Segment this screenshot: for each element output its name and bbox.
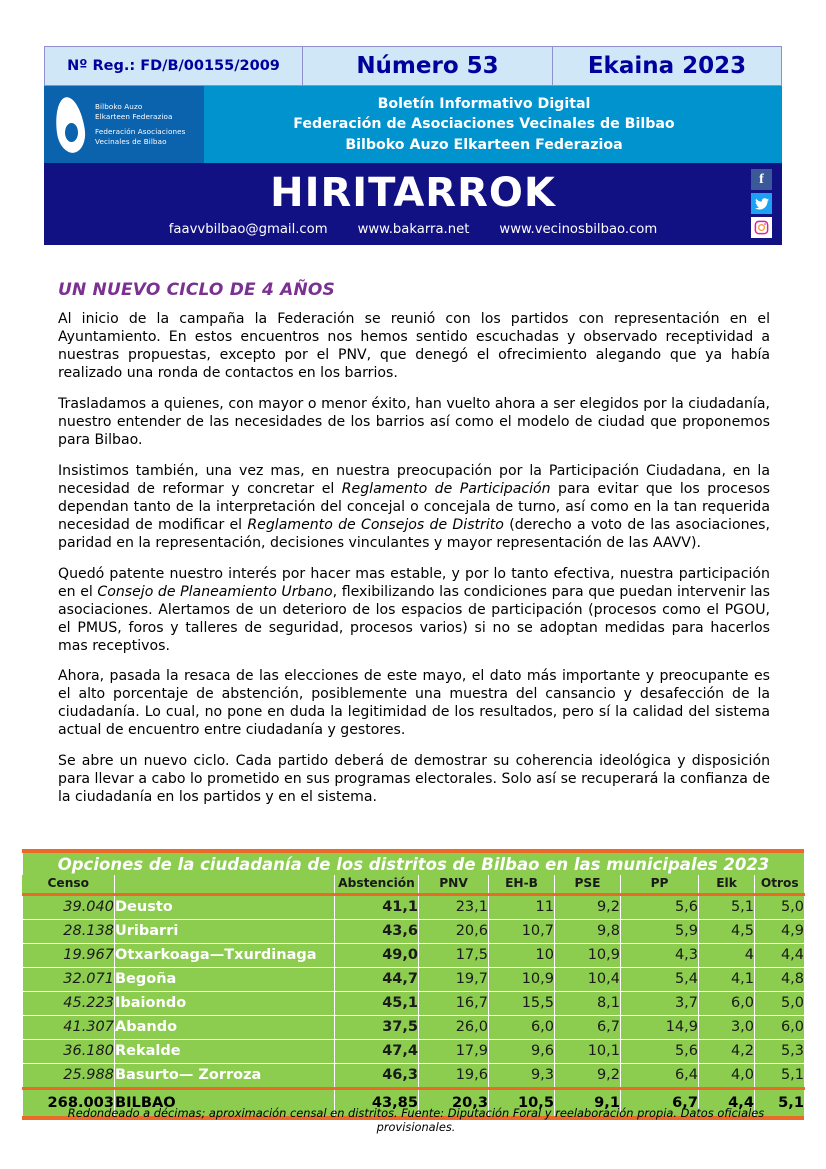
issue-date: Ekaina 2023 [587, 53, 747, 79]
cell-pnv: 16,7 [419, 992, 489, 1016]
article-paragraph: Al inicio de la campaña la Federación se reunió con los partidos con representación en el Ayuntamiento. En estos encuentros nos hemos sentido escuchadas y observado receptividad a nuestras propuestas, excepto por el PNV, que denegó el ofrecimiento alegando que ya había realizado una ronda de contactos en los barrios. [58, 311, 770, 381]
cell-pse: 8,1 [555, 992, 621, 1016]
cell-pp: 6,4 [621, 1064, 699, 1089]
publication-subtitle [204, 86, 782, 163]
register-number: Nº Reg.: FD/B/00155/2009 [45, 47, 303, 85]
cell-ehb: 10 [489, 944, 555, 968]
cell-pnv: 26,0 [419, 1016, 489, 1040]
email-link[interactable]: faavvbilbao@gmail.com [168, 222, 328, 237]
cell-distrito: Abando [115, 1016, 335, 1040]
cell-pse: 6,7 [555, 1016, 621, 1040]
italic-term: Reglamento de Participación [341, 480, 551, 497]
cell-pp: 5,9 [621, 920, 699, 944]
logo-line-3: Federación Asociaciones [95, 127, 186, 136]
website-link-bakarra[interactable]: www.bakarra.net [357, 222, 470, 237]
cell-ehb: 9,3 [489, 1064, 555, 1089]
cell-pse: 9,2 [555, 895, 621, 920]
cell-otros: 5,1 [755, 1064, 805, 1089]
cell-pp: 5,4 [621, 968, 699, 992]
col-header-pnv: PNV [419, 875, 489, 895]
cell-censo: 28.138 [23, 920, 115, 944]
issue-number: Número 53 [303, 47, 553, 85]
cell-pp: 5,6 [621, 895, 699, 920]
table-title-row [23, 853, 805, 875]
cell-elk: 5,1 [699, 895, 755, 920]
results-table [22, 853, 805, 1116]
cell-pnv: 17,9 [419, 1040, 489, 1064]
cell-distrito: Ibaiondo [115, 992, 335, 1016]
article-paragraph: Quedó patente nuestro interés por hacer mas estable, y por lo tanto efectiva, nuestra participación en el Consejo de Planeamiento Urbano, flexibilizando las condiciones para que puedan intervenir las asociaciones. Alertamos de un deterioro de los espacios de participación (procesos como el PGOU, el PMUS, foros y talleres de seguridad, procesos varios) si no se adoptan medidas para hacerlos mas receptivos. [58, 565, 770, 654]
table-source-note: Redondeado a décimas; aproximación censal en distritos. Fuente: Diputación Foral y reelaboración propia. Datos oficiales provisionales. [67, 1106, 765, 1134]
cell-otros: 5,0 [755, 992, 805, 1016]
cell-pp: 3,7 [621, 992, 699, 1016]
cell-pse: 10,4 [555, 968, 621, 992]
table-row [23, 992, 805, 1016]
table-row [23, 920, 805, 944]
article [58, 280, 770, 820]
col-header-abstencion: Abstención [335, 875, 419, 895]
article-paragraph: Insistimos también, una vez mas, en nuestra preocupación por la Participación Ciudadana, en la necesidad de reformar y concretar el Reglamento de Participación para evitar que los procesos dependan tanto de la interpretación del concejal o concejala de turno, así como en la tan requerida necesidad de modificar el Reglamento de Consejos de Distrito (derecho a voto de las asociaciones, paridad en la representación, decisiones vinculantes y mayor representación de las AAVV). [58, 462, 770, 551]
col-header-elk: Elk [699, 875, 755, 895]
drop-logo-icon [54, 97, 88, 153]
cell-abstencion-total: 43,85 [335, 1089, 419, 1117]
cell-pp-total: 6,7 [621, 1089, 699, 1117]
table-row [23, 1040, 805, 1064]
page-title: HIRITARROK [270, 170, 556, 216]
cell-censo-total: 268.003 [23, 1089, 115, 1117]
cell-pnv: 19,7 [419, 968, 489, 992]
table-row [23, 944, 805, 968]
cell-ehb: 6,0 [489, 1016, 555, 1040]
cell-pse: 9,8 [555, 920, 621, 944]
table-header-row [23, 875, 805, 895]
cell-censo: 39.040 [23, 895, 115, 920]
cell-pnv-total: 20,3 [419, 1089, 489, 1117]
cell-ehb: 10,7 [489, 920, 555, 944]
col-header-pse: PSE [555, 875, 621, 895]
cell-elk: 4,1 [699, 968, 755, 992]
cell-censo: 41.307 [23, 1016, 115, 1040]
cell-censo: 36.180 [23, 1040, 115, 1064]
cell-pnv: 20,6 [419, 920, 489, 944]
article-heading: UN NUEVO CICLO DE 4 AÑOS [58, 280, 335, 300]
cell-otros: 4,8 [755, 968, 805, 992]
article-paragraph: Se abre un nuevo ciclo. Cada partido deberá de demostrar su coherencia ideológica y disposición para llevar a cabo lo prometido en sus programas electorales. Solo así se recuperará la confianza de la ciudadanía en los partidos y en el sistema. [58, 753, 770, 806]
contact-links [169, 222, 657, 237]
cell-abstencion: 49,0 [335, 944, 419, 968]
brand-line-3: Bilboko Auzo Elkarteen Federazioa [345, 136, 623, 153]
brand-line-2: Federación de Asociaciones Vecinales de Bilbao [293, 116, 675, 133]
cell-pnv: 17,5 [419, 944, 489, 968]
cell-ehb: 10,9 [489, 968, 555, 992]
cell-abstencion: 37,5 [335, 1016, 419, 1040]
col-header-ehb: EH-B [489, 875, 555, 895]
table-row [23, 1016, 805, 1040]
title-bar [44, 163, 782, 245]
cell-censo: 32.071 [23, 968, 115, 992]
social-links [751, 169, 772, 238]
cell-abstencion: 45,1 [335, 992, 419, 1016]
masthead [44, 46, 782, 245]
cell-otros: 4,4 [755, 944, 805, 968]
cell-elk-total: 4,4 [699, 1089, 755, 1117]
website-link-vecinosbilbao[interactable]: www.vecinosbilbao.com [499, 222, 658, 237]
cell-elk: 6,0 [699, 992, 755, 1016]
cell-distrito: Otxarkoaga—Txurdinaga [115, 944, 335, 968]
cell-abstencion: 47,4 [335, 1040, 419, 1064]
cell-distrito: Rekalde [115, 1040, 335, 1064]
table-row [23, 895, 805, 920]
cell-pp: 14,9 [621, 1016, 699, 1040]
table-title: Opciones de la ciudadanía de los distritos de Bilbao en las municipales 2023 [23, 853, 805, 875]
article-paragraph: Ahora, pasada la resaca de las elecciones de este mayo, el dato más importante y preocupante es el alto porcentaje de abstención, posiblemente una muestra del cansancio y desafección de la ciudadanía. Lo cual, no pone en duda la legitimidad de los resultados, pero sí la calidad del sistema actual de encuentro entre ciudadanía y gestores. [58, 668, 770, 739]
cell-otros: 5,3 [755, 1040, 805, 1064]
cell-ehb: 11 [489, 895, 555, 920]
register-bar [44, 46, 782, 86]
col-header-censo: Censo [23, 875, 115, 895]
cell-pse: 10,9 [555, 944, 621, 968]
logo-line-4: Vecinales de Bilbao [95, 137, 167, 147]
cell-censo: 25.988 [23, 1064, 115, 1089]
cell-elk: 4,0 [699, 1064, 755, 1089]
table-row [23, 1064, 805, 1089]
cell-elk: 4,2 [699, 1040, 755, 1064]
cell-pp: 4,3 [621, 944, 699, 968]
cell-distrito: Uribarri [115, 920, 335, 944]
twitter-icon[interactable] [751, 193, 772, 214]
cell-elk: 4 [699, 944, 755, 968]
cell-pse-total: 9,1 [555, 1089, 621, 1117]
cell-censo: 19.967 [23, 944, 115, 968]
logo-line-1: Bilboko Auzo [95, 101, 143, 111]
brand-line-1: Boletín Informativo Digital [377, 96, 591, 113]
col-header-distrito [115, 875, 335, 895]
cell-otros: 4,9 [755, 920, 805, 944]
italic-term: Consejo de Planeamiento Urbano [97, 583, 333, 600]
article-paragraph: Trasladamos a quienes, con mayor o menor éxito, han vuelto ahora a ser elegidos por la ciudadanía, nuestro entender de las necesidades de los barrios así como el modelo de ciudad que proponemos para Bilbao. [58, 395, 770, 448]
italic-term: Reglamento de Consejos de Distrito [247, 516, 504, 533]
cell-abstencion: 41,1 [335, 895, 419, 920]
cell-ehb: 9,6 [489, 1040, 555, 1064]
logo-line-2: Elkarteen Federazioa [95, 111, 173, 121]
cell-distrito: Basurto— Zorroza [115, 1064, 335, 1089]
cell-abstencion: 44,7 [335, 968, 419, 992]
col-header-pp: PP [621, 875, 699, 895]
instagram-icon[interactable] [751, 217, 772, 238]
cell-ehb-total: 10,5 [489, 1089, 555, 1117]
col-header-otros: Otros [755, 875, 805, 895]
results-table-container [22, 849, 804, 1120]
cell-elk: 4,5 [699, 920, 755, 944]
cell-pse: 10,1 [555, 1040, 621, 1064]
cell-pnv: 19,6 [419, 1064, 489, 1089]
cell-distrito-total: BILBAO [115, 1089, 335, 1117]
cell-abstencion: 46,3 [335, 1064, 419, 1089]
table-row [23, 968, 805, 992]
cell-pnv: 23,1 [419, 895, 489, 920]
cell-pse: 9,2 [555, 1064, 621, 1089]
cell-censo: 45.223 [23, 992, 115, 1016]
logo-caption [95, 102, 185, 148]
cell-ehb: 15,5 [489, 992, 555, 1016]
cell-pp: 5,6 [621, 1040, 699, 1064]
cell-otros: 5,0 [755, 895, 805, 920]
cell-distrito: Begoña [115, 968, 335, 992]
cell-otros-total: 5,1 [755, 1089, 805, 1117]
cell-elk: 3,0 [699, 1016, 755, 1040]
organization-logo [44, 86, 204, 163]
brand-bar [44, 86, 782, 163]
cell-distrito: Deusto [115, 895, 335, 920]
cell-otros: 6,0 [755, 1016, 805, 1040]
cell-abstencion: 43,6 [335, 920, 419, 944]
facebook-icon[interactable]: f [751, 169, 772, 190]
